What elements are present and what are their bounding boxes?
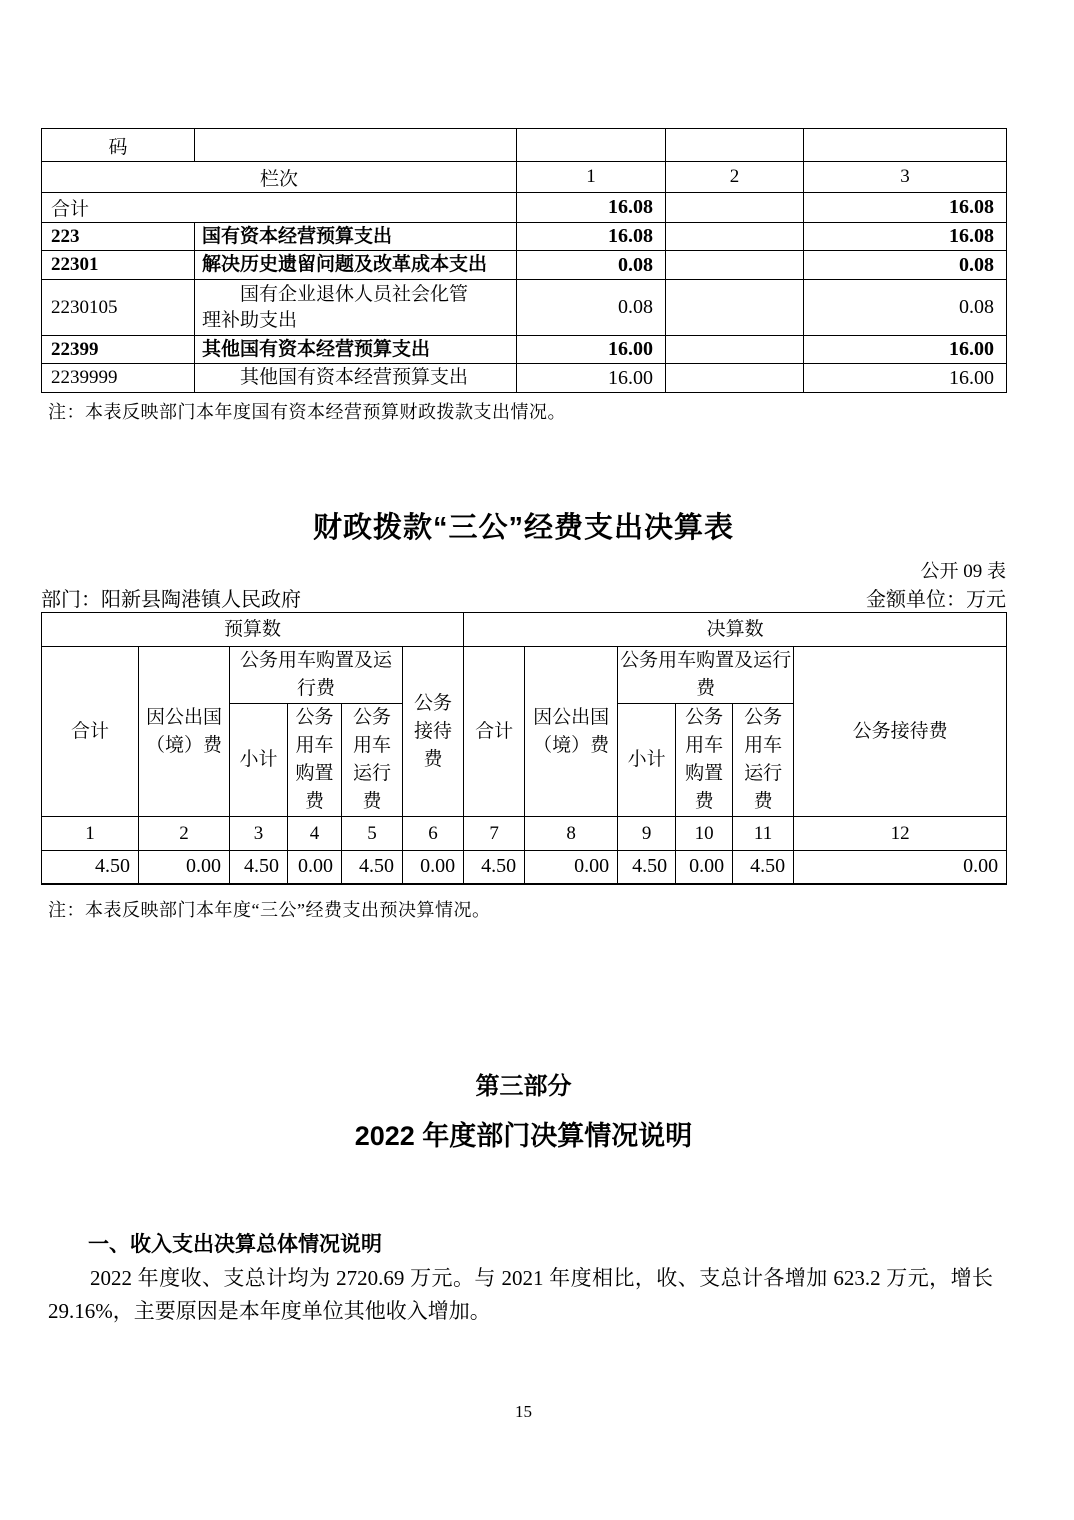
table-row-total	[42, 193, 1007, 223]
section-main-title: 2022 年度部门决算情况说明	[354, 1121, 693, 1151]
table-row	[42, 223, 1007, 251]
final-purchase-header: 公务用车购置费	[676, 704, 733, 817]
table-row	[42, 280, 1007, 336]
name-cell: 解决历史遗留问题及改革成本支出	[195, 251, 517, 280]
code-cell: 223	[42, 223, 195, 251]
value-cell: 0.08	[804, 280, 1007, 336]
empty-cell	[804, 129, 1007, 162]
value-cell: 16.08	[517, 223, 666, 251]
name-cell: 国有资本经营预算支出	[195, 223, 517, 251]
empty-cell	[517, 129, 666, 162]
sangong-expense-table	[41, 612, 1007, 885]
value-cell: 16.08	[517, 193, 666, 223]
budget-operation-header: 公务用车运行费	[342, 704, 403, 817]
state-capital-budget-table	[41, 128, 1007, 393]
value-cell: 4.50	[733, 851, 794, 884]
row-label: 合计	[42, 193, 517, 223]
col-num: 7	[464, 817, 525, 851]
value-cell: 0.08	[804, 251, 1007, 280]
col-num: 1	[42, 817, 139, 851]
value-cell: 0.00	[403, 851, 464, 884]
value-cell: 16.00	[517, 336, 666, 364]
col-num: 6	[403, 817, 464, 851]
sangong-table-title: 财政拨款“三公”经费支出决算表	[312, 512, 734, 544]
col-num: 9	[618, 817, 676, 851]
value-cell: 16.08	[804, 193, 1007, 223]
budget-total-header: 合计	[42, 647, 139, 817]
value-cell: 16.00	[804, 364, 1007, 393]
budget-subtotal-header: 小计	[230, 704, 288, 817]
value-cell: 0.08	[517, 251, 666, 280]
value-cell: 0.00	[288, 851, 342, 884]
code-header-tail: 码	[42, 129, 195, 162]
value-cell: 0.00	[676, 851, 733, 884]
subsection-heading: 一、收入支出决算总体情况说明	[88, 1233, 382, 1256]
value-cell: 0.08	[517, 280, 666, 336]
col-num: 12	[794, 817, 1007, 851]
value-cell: 16.08	[804, 223, 1007, 251]
table-row	[42, 336, 1007, 364]
column-index-row	[42, 817, 1007, 851]
form-code: 公开 09 表	[920, 561, 1006, 582]
lanci-label: 栏次	[42, 162, 517, 193]
budget-abroad-header: 因公出国（境）费	[139, 647, 230, 817]
col-num: 5	[342, 817, 403, 851]
col-num: 10	[676, 817, 733, 851]
col-num: 2	[139, 817, 230, 851]
code-cell: 2230105	[42, 280, 195, 336]
body-paragraph: 2022 年度收、支总计均为 2720.69 万元。与 2021 年度相比，收、支总计各增加 623.2 万元，增长 29.16%，主要原因是本年度单位其他收入增加。	[48, 1266, 993, 1323]
table-meta-row	[41, 583, 1006, 612]
table1-note: 注：本表反映部门本年度国有资本经营预算财政拨款支出情况。	[48, 402, 566, 422]
value-cell	[666, 364, 804, 393]
table-row	[42, 364, 1007, 393]
col-num: 4	[288, 817, 342, 851]
name-cell: 国有企业退休人员社会化管理补助支出	[195, 280, 517, 336]
value-cell	[666, 251, 804, 280]
column-index-row	[42, 162, 1007, 193]
final-abroad-header: 因公出国（境）费	[525, 647, 618, 817]
col-num: 1	[517, 162, 666, 193]
part-title: 第三部分	[475, 1073, 572, 1100]
value-cell: 4.50	[342, 851, 403, 884]
value-cell	[666, 193, 804, 223]
value-cell: 4.50	[42, 851, 139, 884]
header-row	[42, 647, 1007, 704]
col-num: 11	[733, 817, 794, 851]
value-cell: 0.00	[525, 851, 618, 884]
budget-purchase-header: 公务用车购置费	[288, 704, 342, 817]
empty-cell	[195, 129, 517, 162]
value-cell: 0.00	[794, 851, 1007, 884]
col-num: 2	[666, 162, 804, 193]
value-cell: 16.00	[804, 336, 1007, 364]
code-cell: 2239999	[42, 364, 195, 393]
col-num: 3	[230, 817, 288, 851]
col-num: 8	[525, 817, 618, 851]
col-num: 3	[804, 162, 1007, 193]
name-cell: 其他国有资本经营预算支出	[195, 364, 517, 393]
final-group-header: 决算数	[464, 613, 1007, 647]
budget-group-header: 预算数	[42, 613, 464, 647]
value-cell	[666, 336, 804, 364]
code-cell: 22399	[42, 336, 195, 364]
value-cell	[666, 280, 804, 336]
final-total-header: 合计	[464, 647, 525, 817]
sangong-note: 注：本表反映部门本年度“三公”经费支出预决算情况。	[48, 900, 491, 920]
final-subtotal-header: 小计	[618, 704, 676, 817]
table-row	[42, 251, 1007, 280]
code-cell: 22301	[42, 251, 195, 280]
value-cell: 0.00	[139, 851, 230, 884]
final-reception-header: 公务接待费	[794, 647, 1007, 817]
final-vehicle-group-header: 公务用车购置及运行费	[618, 647, 794, 704]
group-header-row	[42, 613, 1007, 647]
value-cell: 16.00	[517, 364, 666, 393]
name-cell: 其他国有资本经营预算支出	[195, 336, 517, 364]
final-operation-header: 公务用车运行费	[733, 704, 794, 817]
value-cell: 4.50	[464, 851, 525, 884]
value-cell: 4.50	[230, 851, 288, 884]
value-cell: 4.50	[618, 851, 676, 884]
value-row	[42, 851, 1007, 884]
department-label: 部门：阳新县陶港镇人民政府	[41, 589, 301, 611]
page-number: 15	[515, 1402, 532, 1421]
table-row	[42, 129, 1007, 162]
empty-cell	[666, 129, 804, 162]
unit-label: 金额单位：万元	[866, 589, 1006, 611]
budget-reception-header: 公务接待费	[403, 647, 464, 817]
budget-vehicle-group-header: 公务用车购置及运行费	[230, 647, 403, 704]
value-cell	[666, 223, 804, 251]
